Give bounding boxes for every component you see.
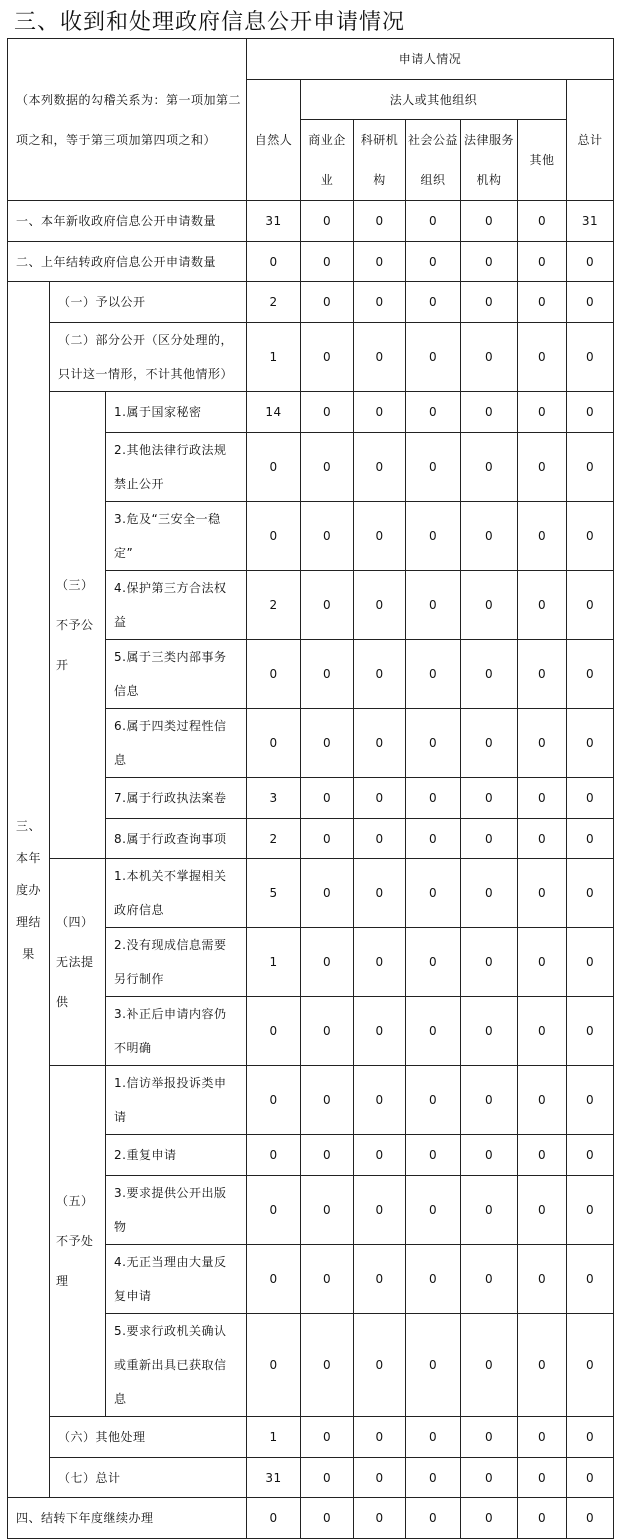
item-label: 1.信访举报投诉类申请 — [106, 1066, 247, 1135]
item-label: 7.属于行政执法案卷 — [106, 778, 247, 819]
value-cell: 0 — [301, 1498, 354, 1539]
value-cell: 0 — [354, 997, 406, 1066]
value-cell: 0 — [354, 1498, 406, 1539]
value-cell: 0 — [301, 819, 354, 859]
value-cell: 0 — [461, 1245, 518, 1314]
value-cell: 0 — [461, 928, 518, 997]
header-natural-person: 自然人 — [247, 80, 301, 201]
table-row — [8, 1458, 614, 1498]
value-cell: 0 — [406, 571, 461, 640]
section-title: 三、收到和处理政府信息公开申请情况 — [14, 10, 406, 35]
item-label: 1.本机关不掌握相关政府信息 — [106, 859, 247, 928]
value-cell: 0 — [461, 1314, 518, 1417]
value-cell: 0 — [461, 1135, 518, 1176]
value-cell: 0 — [354, 1176, 406, 1245]
value-cell: 0 — [406, 928, 461, 997]
value-cell: 0 — [301, 709, 354, 778]
value-cell: 0 — [567, 1135, 614, 1176]
value-cell: 0 — [518, 997, 567, 1066]
value-cell: 0 — [567, 392, 614, 433]
value-cell: 0 — [301, 242, 354, 282]
value-cell: 0 — [301, 433, 354, 502]
value-cell: 0 — [518, 859, 567, 928]
value-cell: 0 — [247, 709, 301, 778]
item-label: 2.其他法律行政法规禁止公开 — [106, 433, 247, 502]
value-cell: 0 — [518, 571, 567, 640]
value-cell: 0 — [301, 1176, 354, 1245]
row-label: （一）予以公开 — [50, 282, 247, 323]
row-label: （六）其他处理 — [50, 1417, 247, 1458]
value-cell: 0 — [567, 859, 614, 928]
category-label: （五）不予处理 — [50, 1066, 106, 1417]
value-cell: 0 — [301, 282, 354, 323]
value-cell: 0 — [567, 640, 614, 709]
value-cell: 0 — [354, 1314, 406, 1417]
value-cell: 0 — [461, 392, 518, 433]
header-sub: 法律服务机构 — [461, 120, 518, 201]
value-cell: 0 — [518, 709, 567, 778]
value-cell: 0 — [567, 928, 614, 997]
value-cell: 0 — [461, 282, 518, 323]
value-cell: 0 — [406, 201, 461, 242]
value-cell: 0 — [406, 1314, 461, 1417]
value-cell: 0 — [247, 1176, 301, 1245]
value-cell: 0 — [567, 1498, 614, 1539]
value-cell: 0 — [518, 392, 567, 433]
value-cell: 0 — [518, 1066, 567, 1135]
header-applicant: 申请人情况 — [247, 39, 614, 80]
table-row — [8, 1066, 614, 1135]
value-cell: 0 — [567, 997, 614, 1066]
value-cell: 0 — [567, 778, 614, 819]
table-row — [8, 859, 614, 928]
value-cell: 0 — [567, 1458, 614, 1498]
value-cell: 0 — [247, 502, 301, 571]
category-label: （三）不予公开 — [50, 392, 106, 859]
value-cell: 0 — [354, 502, 406, 571]
table-row — [8, 242, 614, 282]
table-row — [8, 1498, 614, 1539]
row-label: （二）部分公开（区分处理的，只计这一情形，不计其他情形） — [50, 323, 247, 392]
value-cell: 0 — [301, 201, 354, 242]
value-cell: 0 — [518, 928, 567, 997]
value-cell: 0 — [518, 502, 567, 571]
row-label: 一、本年新收政府信息公开申请数量 — [8, 201, 247, 242]
row-label: 四、结转下年度继续办理 — [8, 1498, 247, 1539]
item-label: 5.属于三类内部事务信息 — [106, 640, 247, 709]
item-label: 1.属于国家秘密 — [106, 392, 247, 433]
value-cell: 0 — [354, 928, 406, 997]
value-cell: 0 — [518, 1314, 567, 1417]
item-label: 3.要求提供公开出版物 — [106, 1176, 247, 1245]
value-cell: 0 — [301, 1314, 354, 1417]
result-group-label: 三、本年度办理结果 — [8, 282, 50, 1498]
header-sub: 社会公益组织 — [406, 120, 461, 201]
value-cell: 0 — [567, 1245, 614, 1314]
value-cell: 0 — [301, 571, 354, 640]
value-cell: 0 — [518, 282, 567, 323]
value-cell: 0 — [247, 1135, 301, 1176]
value-cell: 0 — [567, 323, 614, 392]
value-cell: 0 — [567, 242, 614, 282]
value-cell: 0 — [461, 571, 518, 640]
value-cell: 0 — [461, 1066, 518, 1135]
header-sub: 商业企业 — [301, 120, 354, 201]
row-label: （七）总计 — [50, 1458, 247, 1498]
value-cell: 0 — [518, 323, 567, 392]
value-cell: 0 — [301, 502, 354, 571]
item-label: 3.危及“三安全一稳定” — [106, 502, 247, 571]
value-cell: 0 — [518, 1417, 567, 1458]
value-cell: 0 — [461, 323, 518, 392]
value-cell: 0 — [301, 778, 354, 819]
value-cell: 0 — [518, 1498, 567, 1539]
value-cell: 0 — [406, 433, 461, 502]
value-cell: 0 — [567, 709, 614, 778]
value-cell: 0 — [406, 1498, 461, 1539]
value-cell: 0 — [406, 859, 461, 928]
value-cell: 0 — [247, 1066, 301, 1135]
value-cell: 0 — [354, 323, 406, 392]
value-cell: 2 — [247, 819, 301, 859]
item-label: 2.重复申请 — [106, 1135, 247, 1176]
value-cell: 0 — [301, 1135, 354, 1176]
value-cell: 0 — [567, 819, 614, 859]
table-row — [8, 392, 614, 433]
value-cell: 0 — [567, 1314, 614, 1417]
value-cell: 0 — [406, 709, 461, 778]
value-cell: 0 — [406, 640, 461, 709]
value-cell: 0 — [518, 433, 567, 502]
value-cell: 0 — [567, 1417, 614, 1458]
table-row — [8, 282, 614, 323]
category-label: （四）无法提供 — [50, 859, 106, 1066]
value-cell: 0 — [518, 819, 567, 859]
value-cell: 0 — [354, 1135, 406, 1176]
value-cell: 0 — [354, 640, 406, 709]
item-label: 3.补正后申请内容仍不明确 — [106, 997, 247, 1066]
value-cell: 0 — [247, 242, 301, 282]
value-cell: 0 — [301, 928, 354, 997]
value-cell: 0 — [567, 282, 614, 323]
value-cell: 1 — [247, 323, 301, 392]
value-cell: 0 — [406, 1066, 461, 1135]
value-cell: 31 — [247, 1458, 301, 1498]
value-cell: 0 — [354, 859, 406, 928]
value-cell: 0 — [406, 323, 461, 392]
item-label: 6.属于四类过程性信息 — [106, 709, 247, 778]
value-cell: 0 — [354, 1458, 406, 1498]
value-cell: 0 — [461, 242, 518, 282]
value-cell: 0 — [518, 1458, 567, 1498]
value-cell: 0 — [461, 859, 518, 928]
value-cell: 0 — [406, 502, 461, 571]
value-cell: 0 — [301, 640, 354, 709]
row-label: 二、上年结转政府信息公开申请数量 — [8, 242, 247, 282]
value-cell: 0 — [461, 433, 518, 502]
table-row — [8, 323, 614, 392]
header-total: 总计 — [567, 80, 614, 201]
item-label: 5.要求行政机关确认或重新出具已获取信息 — [106, 1314, 247, 1417]
disclosure-table — [7, 38, 614, 1539]
value-cell: 0 — [406, 1245, 461, 1314]
value-cell: 2 — [247, 571, 301, 640]
value-cell: 0 — [247, 640, 301, 709]
value-cell: 0 — [461, 1498, 518, 1539]
value-cell: 0 — [406, 242, 461, 282]
value-cell: 0 — [406, 819, 461, 859]
value-cell: 0 — [406, 997, 461, 1066]
value-cell: 0 — [406, 1458, 461, 1498]
value-cell: 1 — [247, 928, 301, 997]
header-sub: 其他 — [518, 120, 567, 201]
table-row — [8, 201, 614, 242]
value-cell: 1 — [247, 1417, 301, 1458]
value-cell: 0 — [354, 392, 406, 433]
value-cell: 0 — [406, 1135, 461, 1176]
value-cell: 0 — [518, 1176, 567, 1245]
value-cell: 0 — [461, 709, 518, 778]
value-cell: 5 — [247, 859, 301, 928]
value-cell: 3 — [247, 778, 301, 819]
value-cell: 0 — [354, 1245, 406, 1314]
value-cell: 0 — [461, 640, 518, 709]
value-cell: 0 — [518, 1135, 567, 1176]
value-cell: 0 — [567, 433, 614, 502]
value-cell: 0 — [518, 640, 567, 709]
value-cell: 0 — [247, 1314, 301, 1417]
value-cell: 0 — [461, 502, 518, 571]
value-cell: 0 — [567, 1066, 614, 1135]
table-row — [8, 1417, 614, 1458]
value-cell: 0 — [354, 571, 406, 640]
value-cell: 0 — [567, 502, 614, 571]
value-cell: 0 — [406, 1417, 461, 1458]
value-cell: 31 — [247, 201, 301, 242]
value-cell: 0 — [354, 778, 406, 819]
value-cell: 0 — [301, 1458, 354, 1498]
value-cell: 0 — [247, 433, 301, 502]
item-label: 4.保护第三方合法权益 — [106, 571, 247, 640]
value-cell: 0 — [518, 242, 567, 282]
value-cell: 0 — [567, 571, 614, 640]
value-cell: 0 — [354, 242, 406, 282]
value-cell: 0 — [301, 1245, 354, 1314]
value-cell: 0 — [354, 709, 406, 778]
value-cell: 0 — [406, 392, 461, 433]
item-label: 8.属于行政查询事项 — [106, 819, 247, 859]
value-cell: 0 — [301, 323, 354, 392]
value-cell: 0 — [247, 1245, 301, 1314]
value-cell: 2 — [247, 282, 301, 323]
value-cell: 0 — [518, 1245, 567, 1314]
header-legal-entity: 法人或其他组织 — [301, 80, 567, 120]
value-cell: 0 — [461, 201, 518, 242]
value-cell: 0 — [406, 1176, 461, 1245]
value-cell: 0 — [301, 859, 354, 928]
header-note: （本列数据的勾稽关系为：第一项加第二项之和，等于第三项加第四项之和） — [8, 39, 247, 201]
value-cell: 0 — [461, 1417, 518, 1458]
value-cell: 0 — [518, 778, 567, 819]
value-cell: 0 — [461, 819, 518, 859]
value-cell: 0 — [354, 1066, 406, 1135]
value-cell: 14 — [247, 392, 301, 433]
value-cell: 0 — [461, 1458, 518, 1498]
value-cell: 0 — [406, 282, 461, 323]
value-cell: 0 — [354, 433, 406, 502]
value-cell: 0 — [354, 819, 406, 859]
value-cell: 0 — [301, 1417, 354, 1458]
value-cell: 0 — [567, 1176, 614, 1245]
value-cell: 0 — [354, 282, 406, 323]
item-label: 4.无正当理由大量反复申请 — [106, 1245, 247, 1314]
value-cell: 0 — [461, 778, 518, 819]
value-cell: 31 — [567, 201, 614, 242]
value-cell: 0 — [406, 778, 461, 819]
header-sub: 科研机构 — [354, 120, 406, 201]
value-cell: 0 — [247, 997, 301, 1066]
value-cell: 0 — [301, 392, 354, 433]
value-cell: 0 — [301, 997, 354, 1066]
value-cell: 0 — [247, 1498, 301, 1539]
item-label: 2.没有现成信息需要另行制作 — [106, 928, 247, 997]
value-cell: 0 — [461, 997, 518, 1066]
value-cell: 0 — [354, 201, 406, 242]
value-cell: 0 — [301, 1066, 354, 1135]
value-cell: 0 — [354, 1417, 406, 1458]
value-cell: 0 — [461, 1176, 518, 1245]
value-cell: 0 — [518, 201, 567, 242]
